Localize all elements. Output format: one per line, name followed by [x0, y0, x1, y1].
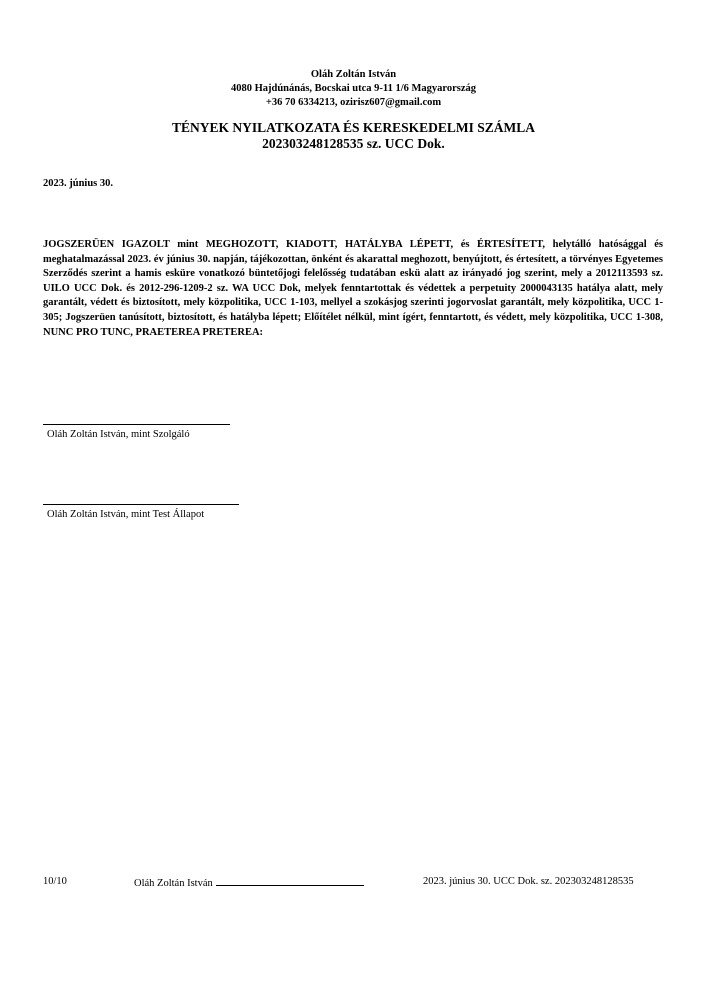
signature-label: Oláh Zoltán István, mint Szolgáló — [47, 429, 190, 440]
sender-address: 4080 Hajdúnánás, Bocskai utca 9-11 1/6 Magyarország — [230, 83, 477, 94]
signature-line — [43, 424, 230, 425]
declaration-paragraph: JOGSZERÜEN IGAZOLT mint MEGHOZOTT, KIADOTT, HATÁLYBA LÉPETT, és ÉRTESÍTETT, helytálló hatósággal és meghatalmazással 2023. év június 30. napján, tájékozottan, önként és akarattal meghozott, benyújtott, és értesített, a törvényes Egyetemes Szerződés szerint a hamis esküre vonatkozó büntetőjogi felelősség tudatában eskü alatt az irányadó jog szerint, mely a 2012113593 sz. UILO UCC Dok. és 2012-296-1209-2 sz. WA UCC Dok, melyek fenntartottak és védettek a perpetuity 2000043135 hatálya alatt, mely garantált, védett és biztosított, mely közpolitika, UCC 1-103, mellyel a szokásjog szerinti jogorvoslat garantált, mely közpolitika, UCC 1-305; Jogszerüen tanúsított, biztosított, és hatályba lépett; Előítélet nélkül, mint ígért, fenntartott, és védett, mely közpolitika, UCC 1-308, NUNC PRO TUNC, PRAETEREA PRETEREA: — [43, 239, 663, 338]
sender-header — [0, 68, 707, 110]
footer-signer-name: Oláh Zoltán István — [134, 878, 213, 889]
title-line-2: 202303248128535 sz. UCC Dok. — [262, 136, 445, 151]
document-title — [0, 120, 707, 152]
title-line-1: TÉNYEK NYILATKOZATA ÉS KERESKEDELMI SZÁMLA — [171, 120, 536, 135]
sender-contact: +36 70 6334213, ozirisz607@gmail.com — [265, 97, 442, 108]
footer-document-ref: 2023. június 30. UCC Dok. sz. 202303248128535 — [423, 876, 634, 887]
signature-block-servant — [43, 424, 230, 440]
signature-block-body-state — [43, 504, 239, 520]
footer-signature-line — [216, 876, 364, 886]
footer-page-number: 10/10 — [43, 876, 67, 887]
sender-name: Oláh Zoltán István — [310, 69, 397, 80]
footer-signer — [134, 876, 364, 889]
signature-label: Oláh Zoltán István, mint Test Állapot — [47, 509, 205, 520]
document-date: 2023. június 30. — [43, 178, 114, 189]
signature-line — [43, 504, 239, 505]
